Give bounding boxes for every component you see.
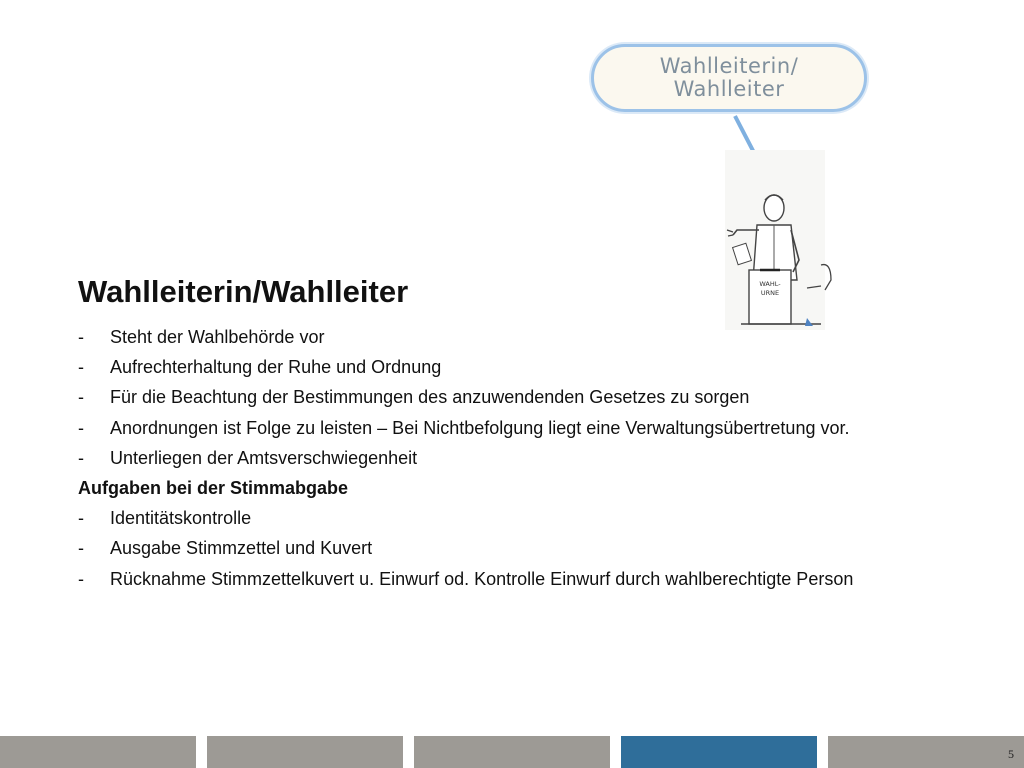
bullet-dash: - [78,357,84,378]
bullet-dash: - [78,568,84,589]
bullet-dash: - [78,538,84,559]
bullet-dash: - [78,447,84,468]
list-item [78,503,1008,533]
list-item [78,382,1008,412]
slide-content [78,270,1008,594]
list-item-text: Anordnungen ist Folge zu leisten – Bei Nichtbefolgung liegt eine Verwaltungsübertretung vor. [110,417,850,438]
page-number: 5 [1008,747,1014,761]
footer-segment [828,736,1024,768]
list-item [78,533,1008,563]
list-item-text: Für die Beachtung der Bestimmungen des anzuwendenden Gesetzes zu sorgen [110,387,750,408]
footer-segment [414,736,610,768]
footer-band [0,736,1024,768]
footer-segment [207,736,403,768]
list-item-text: Aufrechterhaltung der Ruhe und Ordnung [110,357,442,378]
list-item [78,443,1008,473]
bullet-dash: - [78,387,84,408]
callout-line-2: Wahlleiter [673,77,785,101]
callout-line-1: Wahlleiterin/ [659,54,799,78]
footer-segment [0,736,196,768]
list-item [78,413,1008,443]
bullet-dash: - [78,508,84,529]
bullet-dash: - [78,417,84,438]
list-item-text: Steht der Wahlbehörde vor [110,327,325,347]
list-item [78,564,1008,594]
voting-tasks-heading: Aufgaben bei der Stimmabgabe [78,478,349,499]
list-item [78,322,1008,352]
footer-segment-active [621,736,817,768]
list-item [78,352,1008,382]
list-item-text: Rücknahme Stimmzettelkuvert u. Einwurf od. Kontrolle Einwurf durch wahlberechtigte Person [110,568,854,589]
list-item-text: Identitätskontrolle [110,508,252,529]
list-item-text: Ausgabe Stimmzettel und Kuvert [110,538,373,559]
ballot-box-label-line-2: URNE [760,289,780,297]
ballot-box-label-line-1: WAHL- [759,280,781,288]
duties-list [78,322,1008,473]
slide-title: Wahlleiterin/Wahlleiter [78,274,409,309]
voting-tasks-list [78,503,1008,594]
bullet-dash: - [78,327,84,347]
list-item-text: Unterliegen der Amtsverschwiegenheit [110,447,418,468]
role-callout-bubble [591,44,867,112]
